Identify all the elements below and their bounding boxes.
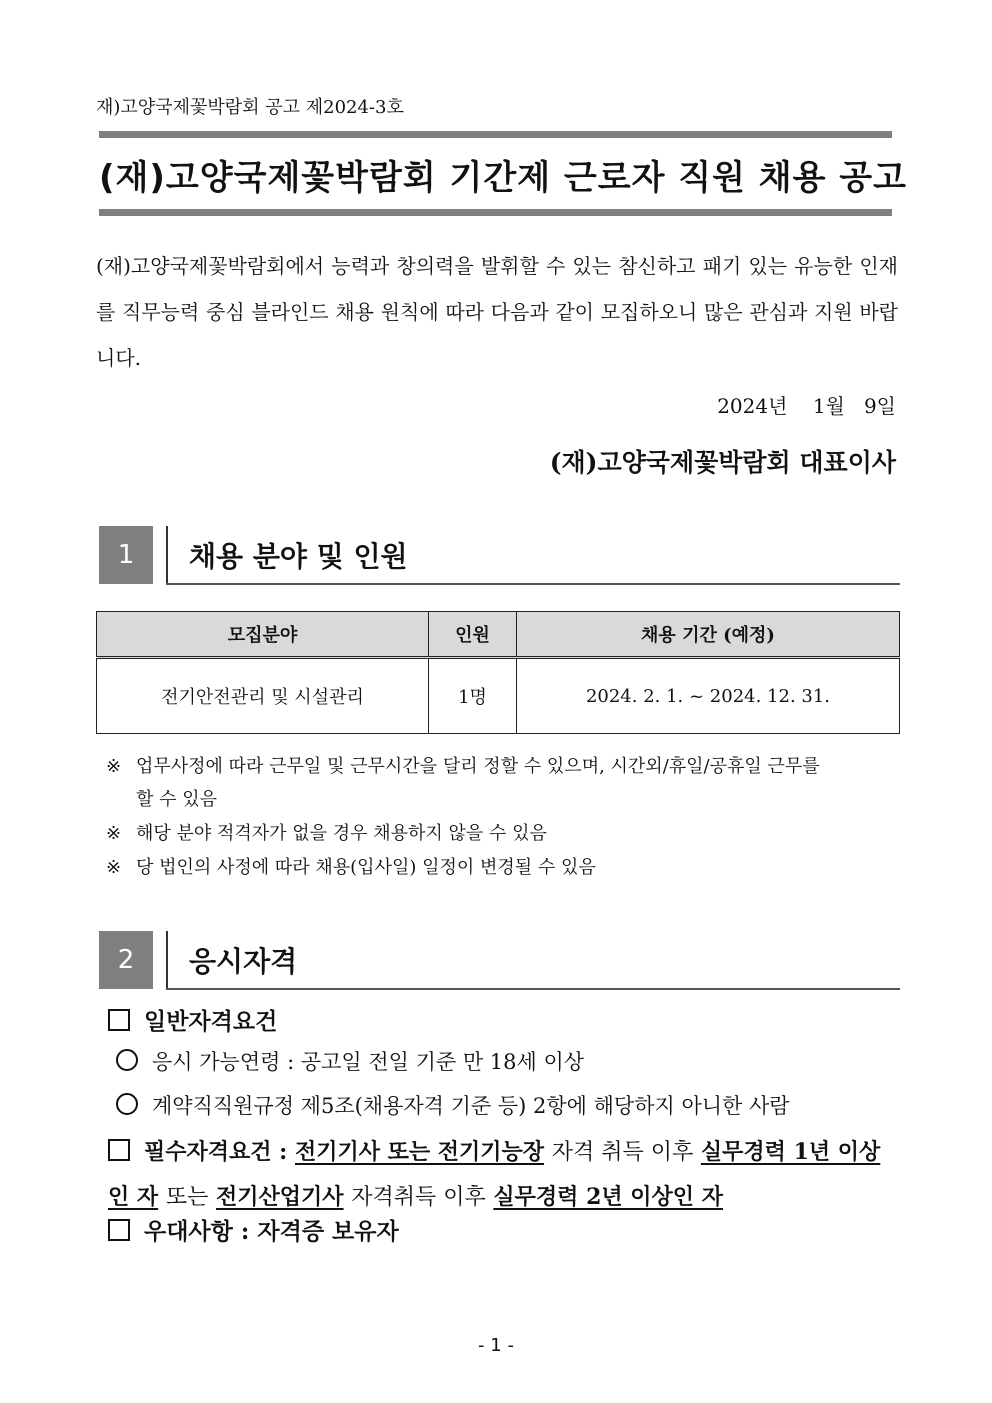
note-mark: ※ bbox=[106, 823, 122, 844]
required-cert-1: 전기기사 또는 전기기능장 bbox=[294, 1139, 545, 1165]
note-text-continued: 할 수 있음 bbox=[136, 789, 217, 810]
requirement-text: 계약직직원규정 제5조(채용자격 기준 등) 2항에 해당하지 아니한 사람 bbox=[152, 1094, 790, 1118]
general-requirements-heading bbox=[108, 1003, 277, 1036]
issuer-name: (재)고양국제꽃박람회 대표이사 bbox=[549, 448, 896, 477]
requirement-item bbox=[116, 1090, 790, 1120]
document-number: 재)고양국제꽃박람회 공고 제2024-3호 bbox=[96, 97, 404, 118]
header-period: 채용 기간 (예정) bbox=[517, 612, 900, 658]
page-title: (재)고양국제꽃박람회 기간제 근로자 직원 채용 공고 bbox=[99, 158, 907, 198]
cell-field: 전기안전관리 및 시설관리 bbox=[97, 658, 429, 734]
circle-bullet-icon bbox=[116, 1093, 138, 1115]
checkbox-icon bbox=[108, 1009, 130, 1031]
header-count: 인원 bbox=[429, 612, 517, 658]
required-text-2: 자격취득 이후 bbox=[351, 1185, 486, 1210]
checkbox-icon bbox=[108, 1219, 130, 1241]
title-bottom-bar bbox=[99, 209, 892, 216]
section-divider bbox=[166, 931, 168, 989]
general-requirements-label: 일반자격요건 bbox=[144, 1008, 278, 1035]
note-text: 해당 분야 적격자가 없을 경우 채용하지 않을 수 있음 bbox=[136, 823, 547, 844]
note-mark: ※ bbox=[106, 857, 122, 878]
note-item bbox=[106, 750, 900, 816]
required-cert-2: 전기산업기사 bbox=[216, 1184, 344, 1210]
section-underline bbox=[166, 988, 900, 990]
required-label: 필수자격요건 : bbox=[144, 1139, 288, 1165]
note-text: 업무사정에 따라 근무일 및 근무시간을 달리 정할 수 있으며, 시간외/휴일/공휴일 근무를 bbox=[136, 756, 820, 777]
note-item bbox=[106, 851, 900, 884]
section-2-number: 2 bbox=[99, 931, 153, 989]
section-2-title: 응시자격 bbox=[189, 945, 298, 978]
cell-count: 1명 bbox=[429, 658, 517, 734]
cell-period: 2024. 2. 1. ~ 2024. 12. 31. bbox=[517, 658, 900, 734]
note-mark: ※ bbox=[106, 756, 122, 777]
recruitment-table bbox=[96, 611, 900, 734]
preferred-text: 우대사항 : 자격증 보유자 bbox=[144, 1218, 399, 1245]
circle-bullet-icon bbox=[116, 1049, 138, 1071]
note-text: 당 법인의 사정에 따라 채용(입사일) 일정이 변경될 수 있음 bbox=[136, 857, 596, 878]
required-text-1: 자격 취득 이후 bbox=[551, 1140, 694, 1165]
required-or: 또는 bbox=[165, 1185, 209, 1210]
table-header-row bbox=[97, 612, 900, 658]
table-row bbox=[97, 658, 900, 734]
preferred-heading bbox=[108, 1213, 399, 1246]
requirement-text: 응시 가능연령 : 공고일 전일 기준 만 18세 이상 bbox=[152, 1050, 585, 1074]
header-field: 모집분야 bbox=[97, 612, 429, 658]
intro-paragraph: (재)고양국제꽃박람회에서 능력과 창의력을 발휘할 수 있는 참신하고 패기 있는 유능한 인재를 직무능력 중심 블라인드 채용 원칙에 따라 다음과 같이 모집하오니 많은 관심과 지원 바랍니다. bbox=[96, 254, 898, 370]
checkbox-icon bbox=[108, 1139, 130, 1161]
title-top-bar bbox=[99, 131, 892, 138]
section-divider bbox=[166, 526, 168, 584]
requirement-item bbox=[116, 1046, 584, 1076]
notice-date: 2024년 1월 9일 bbox=[717, 394, 896, 418]
section-1-title: 채용 분야 및 인원 bbox=[189, 540, 408, 573]
required-qualifications bbox=[108, 1130, 900, 1220]
section-underline bbox=[166, 583, 900, 585]
required-experience-2: 실무경력 2년 이상인 자 bbox=[493, 1184, 723, 1210]
section-1-number: 1 bbox=[99, 526, 153, 584]
required-experience-1: 실무경력 1년 이상인 자 bbox=[108, 1139, 881, 1210]
page-number: - 1 - bbox=[478, 1335, 514, 1356]
note-item bbox=[106, 817, 900, 850]
